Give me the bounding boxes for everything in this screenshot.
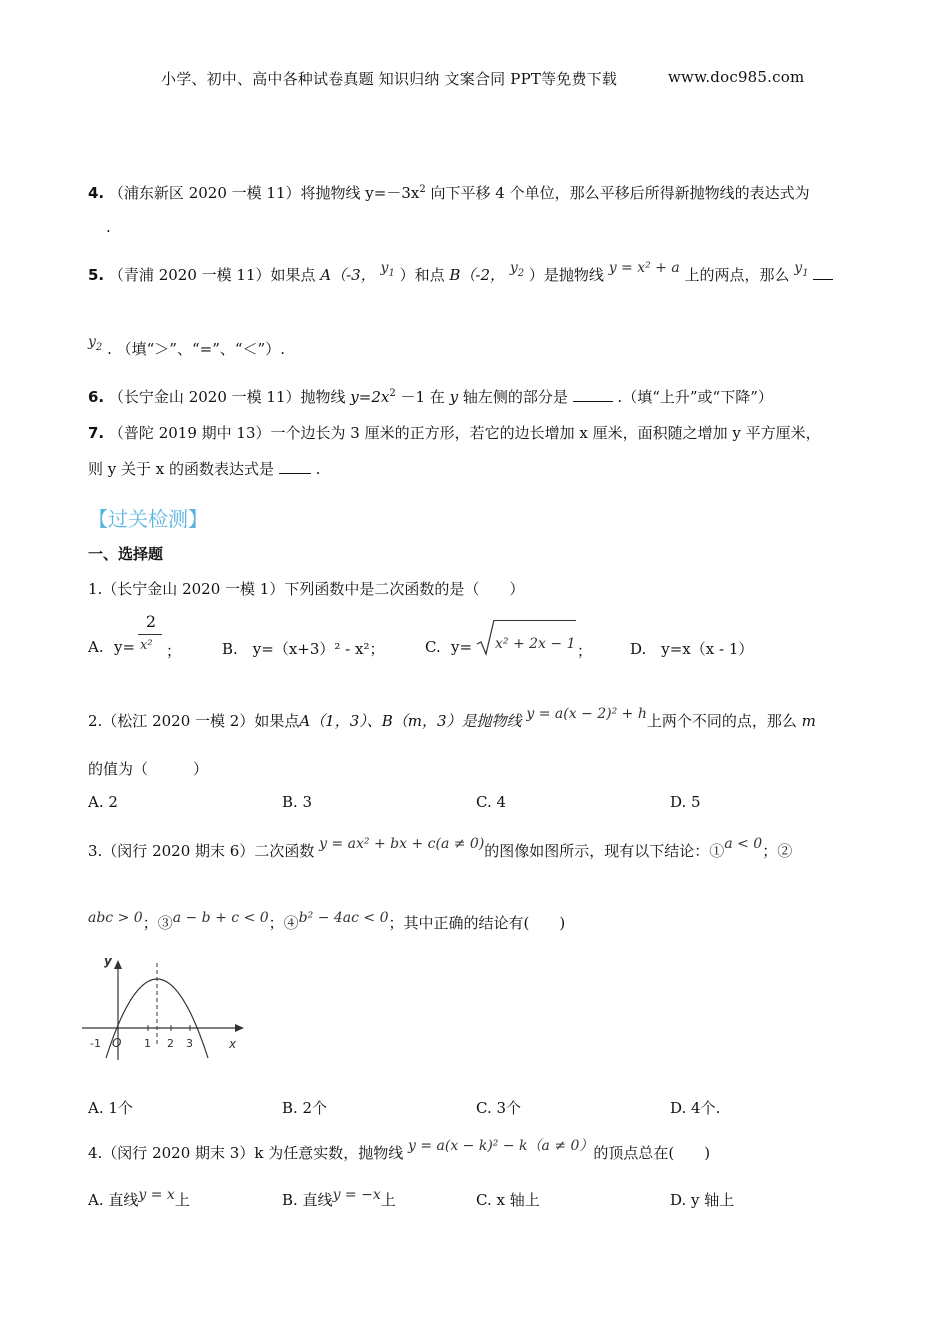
parabola-formula: y = x² + a	[608, 260, 680, 276]
mc3-option-d[interactable]: D. 4个.	[670, 1099, 721, 1117]
question-7	[88, 422, 821, 443]
conclusion-3: a − b + c < 0	[172, 910, 269, 926]
formula: $y=2x^2$	[350, 388, 396, 406]
fraction-denominator: x²	[140, 638, 153, 653]
conclusion-1: a < 0	[724, 836, 763, 852]
line-formula: y = x	[138, 1187, 175, 1203]
quadratic-formula: y = ax² + bx + c(a ≠ 0)	[319, 836, 485, 852]
question-number: 4.	[88, 184, 105, 202]
question-4	[88, 182, 810, 203]
question-text: （普陀 2019 期中 13）一个边长为 3 厘米的正方形，若它的边长增加 x 厘米，面积随之增加 y 平方厘米，	[108, 424, 821, 442]
parabola-formula: y = a(x − 2)² + h	[526, 706, 647, 722]
tick-label: 1	[144, 1037, 151, 1050]
point-a: A（1，3）、	[299, 712, 382, 730]
section-title: 【过关检测】	[88, 507, 208, 531]
y-axis-arrow	[114, 960, 122, 969]
mc4-option-d[interactable]: D. y 轴上	[670, 1191, 735, 1209]
answer-blank[interactable]	[573, 401, 613, 402]
semicolon: ；	[166, 642, 182, 660]
question-number: 5.	[88, 266, 105, 284]
question-text: 上两个不同的点，那么	[646, 712, 797, 730]
mc3-option-a[interactable]: A. 1个	[88, 1099, 133, 1117]
option-label: A. 直线	[88, 1191, 139, 1209]
conclusion-4: b² − 4ac < 0	[298, 910, 389, 926]
parabola-graph	[82, 955, 252, 1065]
fraction-bar	[138, 634, 162, 635]
question-text: （长宁金山 2020 一模 11）抛物线	[108, 388, 346, 406]
radical-icon	[475, 618, 495, 658]
question-text: 4.（闵行 2020 期末 3）k 为任意实数，抛物线	[88, 1144, 404, 1162]
question-text: .（填“上升”或“下降”）	[617, 388, 773, 406]
question-5	[88, 260, 833, 287]
point-b: B（-2，	[449, 266, 506, 284]
answer-blank[interactable]	[813, 279, 833, 280]
question-text: 的顶点总在( )	[593, 1144, 711, 1162]
formula-tail: －1 在	[400, 388, 445, 406]
x-axis-arrow	[235, 1024, 244, 1032]
radical-bar	[494, 620, 576, 621]
mc2-option-b[interactable]: B. 3	[282, 793, 313, 811]
tick-label: 3	[186, 1037, 193, 1050]
y2-symbol: $y_2$	[509, 260, 525, 279]
answer-blank[interactable]	[279, 473, 311, 474]
question-text: 2.（松江 2020 一模 2）如果点	[88, 712, 300, 730]
question-text: 上的两点，那么	[684, 266, 790, 284]
tick-label: 2	[167, 1037, 174, 1050]
mc3-option-c[interactable]: C. 3个	[476, 1099, 522, 1117]
mc3-stem	[88, 836, 793, 861]
origin-label: O	[112, 1036, 122, 1050]
question-text: ；②	[762, 842, 793, 860]
conclusion-2: abc > 0	[88, 910, 143, 926]
question-number: 7.	[88, 424, 105, 442]
option-label: A.	[88, 638, 104, 656]
question-source: （浦东新区 2020 一模 11）将抛物线	[108, 184, 361, 202]
semicolon: ；	[577, 642, 593, 660]
question-6	[88, 386, 773, 407]
fill-instruction: . （填“＞”、“=”、“＜”）.	[107, 340, 285, 358]
mc3-conclusions	[88, 912, 565, 933]
question-text: 向下平移 4 个单位，那么平移后所得新抛物线的表达式为	[430, 184, 810, 202]
point-b: B（m，3）是抛物线	[381, 712, 522, 730]
radicand: x² + 2x − 1	[495, 636, 576, 652]
header-url[interactable]: www.doc985.com	[668, 68, 805, 86]
option-formula: y=	[114, 638, 136, 656]
mc4-option-b[interactable]	[282, 1189, 396, 1210]
line-formula: y = −x	[332, 1187, 381, 1203]
axis-symbol: y	[449, 388, 459, 406]
mc1-option-c[interactable]	[425, 612, 605, 662]
question-5-line2	[88, 334, 285, 361]
question-text: 3.（闵行 2020 期末 6）二次函数	[88, 842, 315, 860]
option-label: B. 直线	[282, 1191, 333, 1209]
question-text: 的图像如图所示，现有以下结论：①	[484, 842, 725, 860]
mc2-option-a[interactable]: A. 2	[88, 793, 118, 811]
y2-symbol: $y_2$	[88, 334, 103, 353]
mc1-option-d[interactable]: D. y=x（x - 1）	[630, 640, 754, 658]
mc4-stem	[88, 1138, 711, 1163]
y1-symbol: $y_1$	[794, 260, 809, 279]
tick-label: -1	[90, 1037, 101, 1050]
question-text: 则 y 关于 x 的函数表达式是	[88, 460, 275, 478]
question-text: ）和点	[399, 266, 445, 284]
parabola-formula: y = a(x − k)² − k（a ≠ 0）	[407, 1138, 594, 1154]
option-formula: y=	[451, 638, 473, 656]
formula: $y=-3x^2$	[365, 184, 426, 202]
header-text: 小学、初中、高中各种试卷真题 知识归纳 文案合同 PPT等免费下载	[161, 70, 618, 88]
mc2-option-c[interactable]: C. 4	[476, 793, 507, 811]
mc2-stem	[88, 706, 816, 731]
variable-m: m	[801, 712, 816, 730]
question-4-tail: .	[106, 218, 111, 236]
y1-symbol: $y_1$	[380, 260, 395, 279]
question-text: 轴左侧的部分是	[462, 388, 568, 406]
question-source: （青浦 2020 一模 11）如果点	[108, 266, 316, 284]
question-text: ；其中正确的结论有( )	[388, 914, 566, 932]
option-label: C.	[425, 638, 441, 656]
mc2-option-d[interactable]: D. 5	[670, 793, 701, 811]
fraction-numerator: 2	[145, 612, 157, 631]
point-a: A（-3，	[320, 266, 376, 284]
section-subtitle: 一、选择题	[88, 545, 164, 563]
question-number: 6.	[88, 388, 105, 406]
option-text: 上	[174, 1191, 190, 1209]
x-axis-label: x	[229, 1037, 237, 1051]
question-text: ）是抛物线	[528, 266, 604, 284]
mc4-option-a[interactable]	[88, 1189, 190, 1210]
y-axis-label: y	[104, 955, 112, 968]
separator: ；③	[142, 914, 173, 932]
mc1-option-b[interactable]: B. y=（x+3）² - x²；	[222, 640, 385, 658]
mc4-option-c[interactable]: C. x 轴上	[476, 1191, 540, 1209]
question-text: .	[315, 460, 321, 478]
question-7-line2	[88, 458, 320, 479]
mc1-stem: 1.（长宁金山 2020 一模 1）下列函数中是二次函数的是（ ）	[88, 580, 525, 598]
mc2-stem-line2: 的值为（ ）	[88, 760, 209, 778]
mc3-option-b[interactable]: B. 2个	[282, 1099, 328, 1117]
option-text: 上	[380, 1191, 396, 1209]
separator: ；④	[268, 914, 299, 932]
